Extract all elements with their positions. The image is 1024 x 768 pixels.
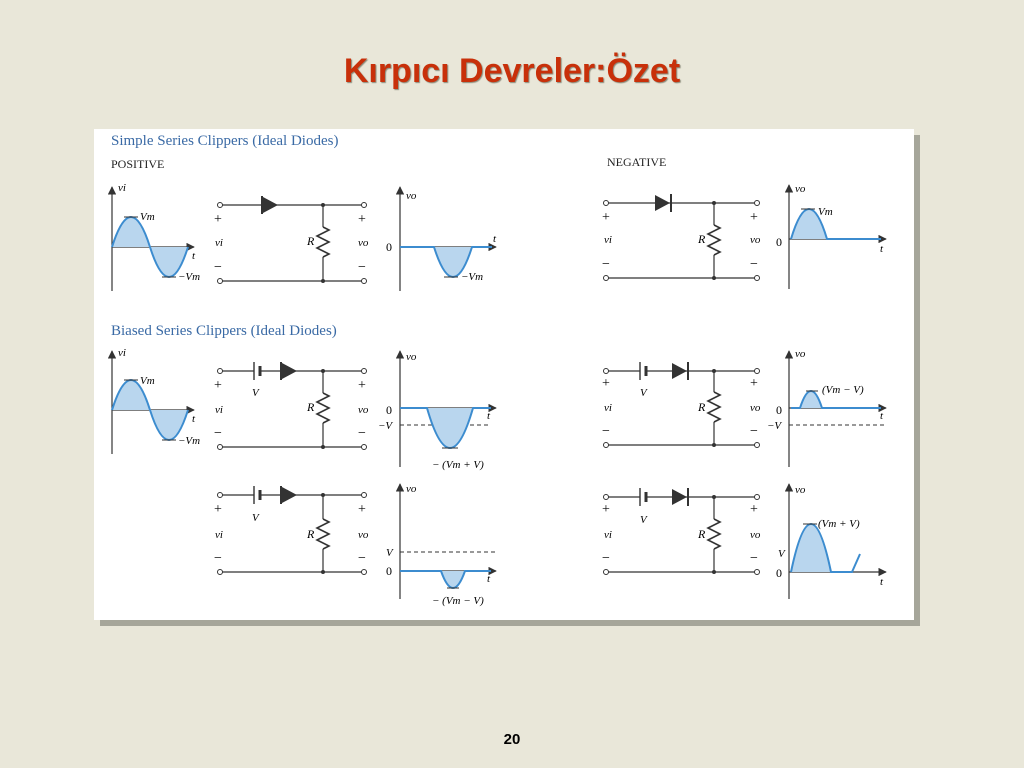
- vo-label: vo: [750, 402, 761, 414]
- vo-axis-label: vo: [406, 351, 417, 363]
- vo-label: vo: [750, 529, 761, 541]
- minus-sign: −: [750, 424, 758, 439]
- minus-sign: −: [214, 426, 222, 441]
- minus-sign: −: [602, 424, 610, 439]
- plus-sign: +: [750, 502, 758, 517]
- plus-sign: +: [214, 502, 222, 517]
- zero-label: 0: [776, 566, 782, 580]
- t-axis-label: t: [880, 410, 884, 422]
- minus-sign: −: [602, 257, 610, 272]
- minus-sign: −: [750, 551, 758, 566]
- vm-label: Vm: [818, 206, 833, 218]
- zero-label: 0: [776, 403, 782, 417]
- r-label: R: [307, 234, 315, 248]
- output-waveform-biased-negative-2: [776, 484, 886, 599]
- v-bias-label: V: [640, 387, 647, 399]
- label-positive: POSITIVE: [111, 157, 165, 171]
- r-label: R: [698, 527, 706, 541]
- resistor-icon: [708, 392, 720, 422]
- neg-vm-label: −Vm: [178, 271, 201, 283]
- output-waveform-simple-positive: [386, 187, 497, 291]
- output-waveform-biased-positive-1: [378, 351, 496, 471]
- minus-sign: −: [750, 257, 758, 272]
- minus-sign: −: [358, 260, 366, 275]
- zero-label: 0: [386, 240, 392, 254]
- input-waveform-biased-1: [112, 347, 200, 454]
- vi-label: vi: [604, 529, 612, 541]
- label-negative: NEGATIVE: [607, 155, 667, 169]
- plus-sign: +: [358, 502, 366, 517]
- vm-plus-v-label: (Vm + V): [818, 518, 860, 530]
- r-label: R: [698, 400, 706, 414]
- vi-axis-label: vi: [118, 182, 126, 194]
- minus-sign: −: [214, 260, 222, 275]
- v-bias-label: V: [252, 387, 259, 399]
- circuit-biased-positive-2: [214, 486, 369, 575]
- resistor-icon: [317, 519, 329, 549]
- output-waveform-biased-negative-1: [767, 348, 886, 467]
- slide-title: Kırpıcı Devreler:Özet: [343, 52, 681, 90]
- minus-sign: −: [602, 551, 610, 566]
- zero-label: 0: [776, 235, 782, 249]
- vo-axis-label: vo: [795, 183, 806, 195]
- neg-vm-label: −Vm: [178, 435, 201, 447]
- plus-sign: +: [358, 378, 366, 393]
- output-waveform-simple-negative: [776, 183, 886, 289]
- r-label: R: [307, 527, 315, 541]
- neg-vm-plus-v-label: − (Vm + V): [432, 459, 484, 471]
- t-axis-label: t: [487, 573, 491, 585]
- diode-icon: [263, 197, 278, 213]
- vi-label: vi: [604, 234, 612, 246]
- vm-minus-v-label: (Vm − V): [822, 384, 864, 396]
- plus-sign: +: [602, 376, 610, 391]
- page-number: 20: [503, 731, 521, 748]
- plus-sign: +: [602, 210, 610, 225]
- section-heading-biased: Biased Series Clippers (Ideal Diodes): [111, 323, 337, 339]
- vo-label: vo: [750, 234, 761, 246]
- r-label: R: [307, 400, 315, 414]
- vo-axis-label: vo: [795, 348, 806, 360]
- vo-axis-label: vo: [795, 484, 806, 496]
- vo-label: vo: [358, 404, 369, 416]
- vi-label: vi: [215, 404, 223, 416]
- vm-label: Vm: [140, 375, 155, 387]
- resistor-icon: [317, 393, 329, 423]
- resistor-icon: [708, 225, 720, 255]
- zero-label: 0: [386, 403, 392, 417]
- resistor-icon: [708, 519, 720, 549]
- plus-sign: +: [214, 212, 222, 227]
- r-label: R: [698, 232, 706, 246]
- t-axis-label: t: [192, 413, 196, 425]
- v-bias-label: V: [640, 514, 647, 526]
- diode-icon: [672, 489, 687, 505]
- diode-icon: [282, 363, 297, 379]
- vi-label: vi: [215, 529, 223, 541]
- vm-label: Vm: [140, 211, 155, 223]
- circuit-biased-positive-1: [214, 362, 369, 450]
- v-level-label: V: [778, 548, 785, 560]
- section-heading-simple: Simple Series Clippers (Ideal Diodes): [111, 133, 339, 149]
- plus-sign: +: [750, 376, 758, 391]
- vi-label: vi: [604, 402, 612, 414]
- v-bias-label: V: [252, 512, 259, 524]
- clipper-figure: [94, 129, 914, 620]
- neg-v-label: −V: [767, 420, 782, 432]
- t-axis-label: t: [192, 250, 196, 262]
- t-axis-label: t: [880, 243, 884, 255]
- t-axis-label: t: [487, 410, 491, 422]
- vi-label: vi: [215, 237, 223, 249]
- vo-axis-label: vo: [406, 483, 417, 495]
- input-waveform-simple: [112, 182, 200, 291]
- v-level-label: V: [386, 547, 393, 559]
- vo-label: vo: [358, 237, 369, 249]
- minus-sign: −: [358, 551, 366, 566]
- minus-sign: −: [358, 426, 366, 441]
- plus-sign: +: [750, 210, 758, 225]
- neg-vm-label: −Vm: [461, 271, 484, 283]
- circuit-simple-positive: [214, 196, 369, 284]
- plus-sign: +: [602, 502, 610, 517]
- diode-icon: [655, 195, 670, 211]
- neg-v-label: −V: [378, 420, 393, 432]
- minus-sign: −: [214, 551, 222, 566]
- circuit-simple-negative: [602, 194, 761, 281]
- circuit-biased-negative-2: [602, 488, 761, 575]
- neg-vm-minus-v-label: − (Vm − V): [432, 595, 484, 607]
- diode-icon: [672, 363, 687, 379]
- clipper-diagram: [94, 129, 914, 620]
- diode-icon: [282, 487, 297, 503]
- circuit-biased-negative-1: [602, 362, 761, 448]
- plus-sign: +: [214, 378, 222, 393]
- vo-axis-label: vo: [406, 190, 417, 202]
- zero-label: 0: [386, 564, 392, 578]
- t-axis-label: t: [493, 233, 497, 245]
- vo-label: vo: [358, 529, 369, 541]
- output-waveform-biased-positive-2: [386, 483, 496, 607]
- vi-axis-label: vi: [118, 347, 126, 359]
- resistor-icon: [317, 227, 329, 257]
- plus-sign: +: [358, 212, 366, 227]
- t-axis-label: t: [880, 576, 884, 588]
